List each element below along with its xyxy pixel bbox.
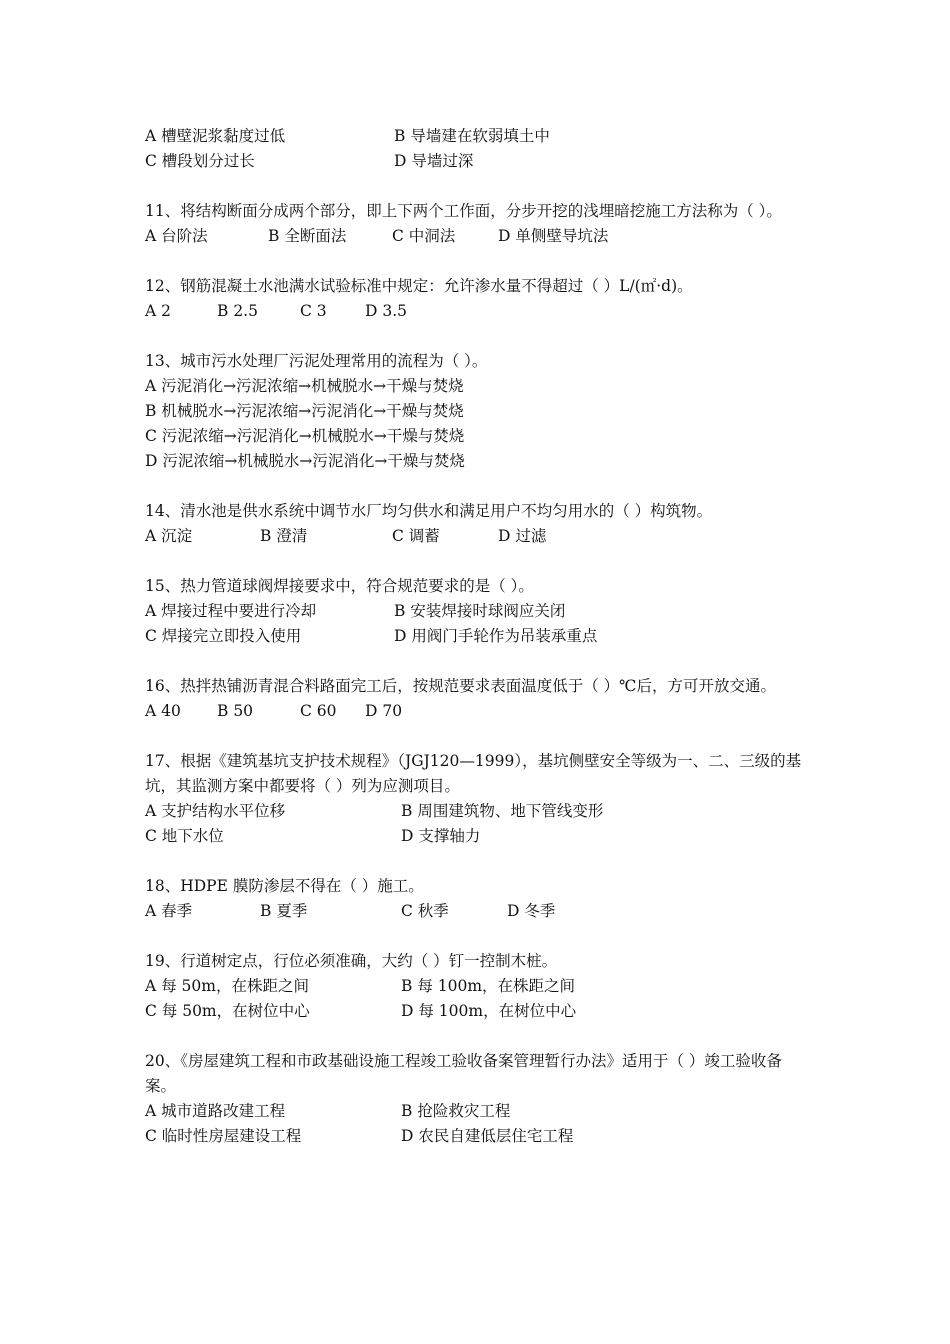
q11-option-b: B 全断面法	[268, 227, 347, 245]
q15-stem: 15、热力管道球阀焊接要求中，符合规范要求的是（ ）。	[145, 577, 534, 595]
q14-option-d: D 过滤	[498, 527, 547, 545]
q17-option-a: A 支护结构水平位移	[145, 802, 286, 820]
q17-option-b: B 周围建筑物、地下管线变形	[401, 802, 604, 820]
q14-option-c: C 调蓄	[392, 527, 440, 545]
q16-option-b: B 50	[217, 702, 254, 720]
q12-stem: 12、钢筋混凝土水池满水试验标准中规定：允许渗水量不得超过（ ）L/(㎡·d)。	[145, 277, 693, 295]
q20-options-row-2	[145, 1124, 815, 1149]
q13-option-a: A 污泥消化→污泥浓缩→机械脱水→干燥与焚烧	[145, 377, 464, 395]
q11-stem: 11、将结构断面分成两个部分，即上下两个工作面，分步开挖的浅埋暗挖施工方法称为（ ）。	[145, 202, 782, 220]
q15-options-row-1	[145, 599, 815, 624]
q12-option-d: D 3.5	[365, 302, 408, 320]
q10-option-c: C 槽段划分过长	[145, 152, 255, 170]
q18-option-d: D 冬季	[507, 902, 556, 920]
q16-option-d: D 70	[365, 702, 403, 720]
q10-option-b: B 导墙建在软弱填土中	[394, 127, 550, 145]
q13-option-b: B 机械脱水→污泥浓缩→污泥消化→干燥与焚烧	[145, 402, 464, 420]
q10-options-row-1	[145, 124, 815, 149]
q15-option-d: D 用阀门手轮作为吊装承重点	[394, 627, 598, 645]
q19-option-d: D 每 100m，在树位中心	[401, 1002, 577, 1020]
q19-option-a: A 每 50m，在株距之间	[145, 977, 309, 995]
q20-option-b: B 抢险救灾工程	[401, 1102, 511, 1120]
q14-stem: 14、清水池是供水系统中调节水厂均匀供水和满足用户不均匀用水的（ ）构筑物。	[145, 502, 713, 520]
document-page	[145, 124, 815, 1149]
q12-option-c: C 3	[300, 302, 327, 320]
q17-option-c: C 地下水位	[145, 827, 224, 845]
q16-stem: 16、热拌热铺沥青混合料路面完工后，按规范要求表面温度低于（ ）℃后，方可开放交通。	[145, 677, 776, 695]
q18-option-c: C 秋季	[401, 902, 449, 920]
q19-options-row-2	[145, 999, 815, 1024]
q19-stem: 19、行道树定点，行位必须准确，大约（ ）钉一控制木桩。	[145, 952, 558, 970]
q20-stem: 20、《房屋建筑工程和市政基础设施工程竣工验收备案管理暂行办法》适用于（ ）竣工验收备案。	[145, 1052, 782, 1095]
q20-option-c: C 临时性房屋建设工程	[145, 1127, 302, 1145]
q20-option-d: D 农民自建低层住宅工程	[401, 1127, 574, 1145]
q17-options-row-2	[145, 824, 815, 849]
q19-option-c: C 每 50m，在树位中心	[145, 1002, 310, 1020]
q12-options-row	[145, 299, 815, 324]
q13-option-c: C 污泥浓缩→污泥消化→机械脱水→干燥与焚烧	[145, 427, 465, 445]
q13-stem: 13、城市污水处理厂污泥处理常用的流程为（ ）。	[145, 352, 488, 370]
q11-options-row	[145, 224, 815, 249]
q20-option-a: A 城市道路改建工程	[145, 1102, 286, 1120]
q12-option-b: B 2.5	[217, 302, 258, 320]
q14-option-a: A 沉淀	[145, 527, 193, 545]
q18-option-a: A 春季	[145, 902, 193, 920]
q19-option-b: B 每 100m，在株距之间	[401, 977, 576, 995]
q15-option-b: B 安装焊接时球阀应关闭	[394, 602, 566, 620]
q10-options-row-2	[145, 149, 815, 174]
q15-options-row-2	[145, 624, 815, 649]
q18-options-row	[145, 899, 815, 924]
q11-option-c: C 中洞法	[392, 227, 456, 245]
q14-options-row	[145, 524, 815, 549]
q19-options-row-1	[145, 974, 815, 999]
q16-option-a: A 40	[145, 702, 181, 720]
q15-option-c: C 焊接完立即投入使用	[145, 627, 302, 645]
q11-option-a: A 台阶法	[145, 227, 208, 245]
q20-options-row-1	[145, 1099, 815, 1124]
q18-option-b: B 夏季	[260, 902, 308, 920]
q14-option-b: B 澄清	[260, 527, 308, 545]
q11-option-d: D 单侧壁导坑法	[498, 227, 609, 245]
q15-option-a: A 焊接过程中要进行冷却	[145, 602, 317, 620]
q17-stem: 17、根据《建筑基坑支护技术规程》（JGJ120—1999），基坑侧壁安全等级为一、二、三级的基坑，其监测方案中都要将（ ）列为应测项目。	[145, 752, 802, 795]
q12-option-a: A 2	[145, 302, 171, 320]
q16-option-c: C 60	[300, 702, 337, 720]
q10-option-a: A 槽壁泥浆黏度过低	[145, 127, 286, 145]
q13-option-d: D 污泥浓缩→机械脱水→污泥消化→干燥与焚烧	[145, 452, 465, 470]
q10-option-d: D 导墙过深	[394, 152, 474, 170]
q17-options-row-1	[145, 799, 815, 824]
q17-option-d: D 支撑轴力	[401, 827, 481, 845]
q16-options-row	[145, 699, 815, 724]
q18-stem: 18、HDPE 膜防渗层不得在（ ）施工。	[145, 877, 424, 895]
